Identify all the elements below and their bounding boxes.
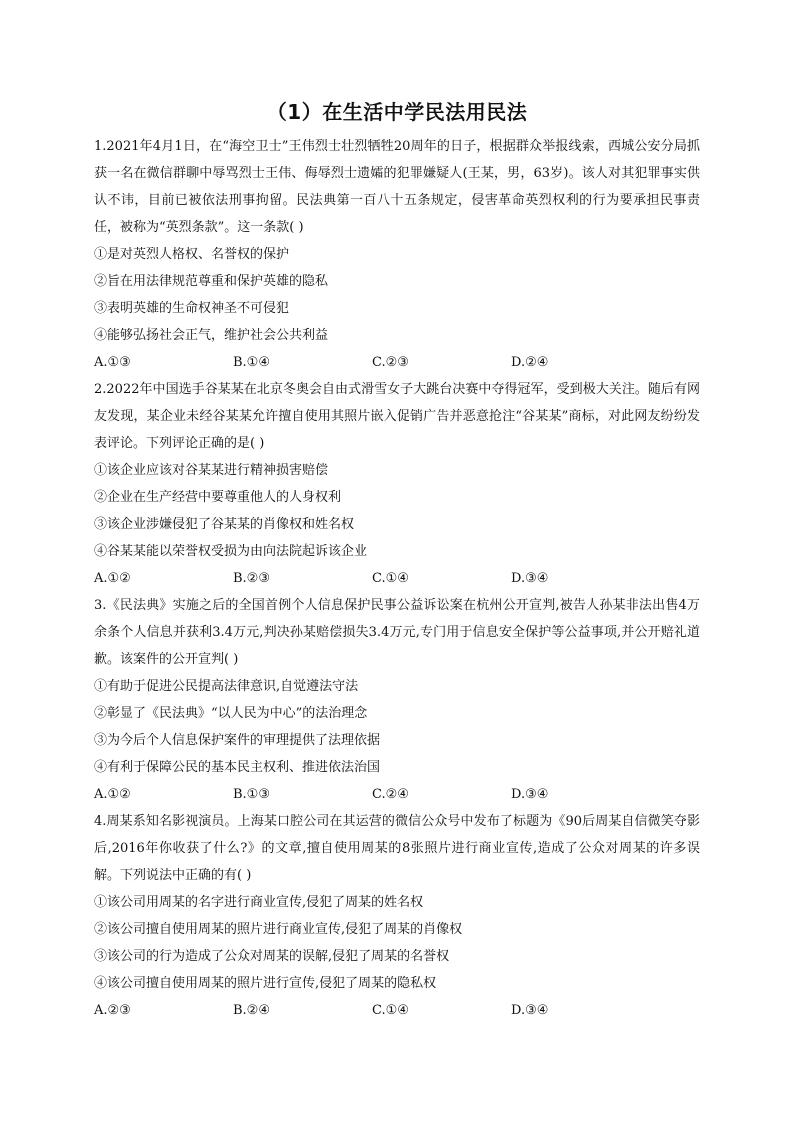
choice-c: C.②③ (372, 355, 409, 370)
choice-a: A.①③ (94, 355, 131, 370)
statement: ①该公司用周某的名字进行商业宣传,侵犯了周某的姓名权 (94, 895, 424, 910)
choice-c: C.②④ (372, 787, 409, 802)
question-3 (94, 592, 700, 808)
question-2 (94, 376, 700, 592)
choice-b: B.①③ (233, 787, 270, 802)
choice-b: B.②④ (233, 1003, 270, 1018)
statement: ③表明英雄的生命权神圣不可侵犯 (94, 301, 290, 316)
statement: ②企业在生产经营中要尊重他人的人身权利 (94, 490, 342, 505)
choice-a: A.①② (94, 571, 131, 586)
statement: ④有利于保障公民的基本民主权利、推进依法治国 (94, 760, 381, 775)
question-stem: 2.2022年中国选手谷某某在北京冬奥会自由式滑雪女子大跳台决赛中夺得冠军，受到极大关注。随后有网友发现，某企业未经谷某某允许擅自使用其照片嵌入促销广告并恶意抢注“谷某某”商标，对此网友纷纷发表评论。下列评论正确的是( ) (94, 382, 700, 451)
answer-choices (94, 781, 700, 808)
statement: ④该公司擅自使用周某的照片进行宣传,侵犯了周某的隐私权 (94, 976, 437, 991)
choice-d: D.③④ (511, 787, 549, 802)
statement: ③该公司的行为造成了公众对周某的误解,侵犯了周某的名誉权 (94, 949, 450, 964)
question-stem: 3.《民法典》实施之后的全国首例个人信息保护民事公益诉讼案在杭州公开宣判,被告人孙某非法出售4万余条个人信息并获利3.4万元,判决孙某赔偿损失3.4万元,专门用于信息安全保护等公益事项,并公开赔礼道歉。该案件的公开宣判( ) (94, 598, 700, 667)
statement: ①有助于促进公民提高法律意识,自觉遵法守法 (94, 679, 359, 694)
statement: ③该企业涉嫌侵犯了谷某某的肖像权和姓名权 (94, 517, 355, 532)
statement: ②彰显了《民法典》“以人民为中心”的法治理念 (94, 706, 368, 721)
answer-choices (94, 349, 700, 376)
statement: ①是对英烈人格权、名誉权的保护 (94, 247, 290, 262)
choice-a: A.①② (94, 787, 131, 802)
statement: ②该公司擅自使用周某的照片进行商业宣传,侵犯了周某的肖像权 (94, 922, 463, 937)
question-stem: 1.2021年4月1日，在“海空卫士”王伟烈士壮烈牺牲20周年的日子，根据群众举报线索，西城公安分局抓获一名在微信群聊中辱骂烈士王伟、侮辱烈士遗孀的犯罪嫌疑人(王某，男，63岁)。该人对其犯罪事实供认不讳，目前已被依法刑事拘留。民法典第一百八十五条规定，侵害革命英烈权利的行为要承担民事责任，被称为“英烈条款”。这一条款( ) (94, 139, 700, 235)
choice-c: C.①④ (372, 571, 409, 586)
question-stem: 4.周某系知名影视演员。上海某口腔公司在其运营的微信公众号中发布了标题为《90后周某自信微笑夺影后,2016年你收获了什么?》的文章,擅自使用周某的8张照片进行商业宣传,造成了公众对周某的许多误解。下列说法中正确的有( ) (94, 814, 700, 883)
statement: ②旨在用法律规范尊重和保护英雄的隐私 (94, 274, 329, 289)
choice-a: A.②③ (94, 1003, 131, 1018)
page-title: （1）在生活中学民法用民法 (266, 100, 528, 124)
question-1 (94, 133, 700, 376)
statement: ④谷某某能以荣誉权受损为由向法院起诉该企业 (94, 544, 368, 559)
statement: ④能够弘扬社会正气，维护社会公共利益 (94, 328, 329, 343)
statement: ③为今后个人信息保护案件的审理提供了法理依据 (94, 733, 381, 748)
choice-c: C.①④ (372, 1003, 409, 1018)
choice-b: B.②③ (233, 571, 270, 586)
statement: ①该企业应该对谷某某进行精神损害赔偿 (94, 463, 329, 478)
question-4 (94, 808, 700, 1024)
choice-d: D.②④ (511, 355, 549, 370)
answer-choices (94, 565, 700, 592)
question-list (94, 133, 700, 1024)
choice-d: D.③④ (511, 1003, 549, 1018)
answer-choices (94, 997, 700, 1024)
choice-b: B.①④ (233, 355, 270, 370)
choice-d: D.③④ (511, 571, 549, 586)
